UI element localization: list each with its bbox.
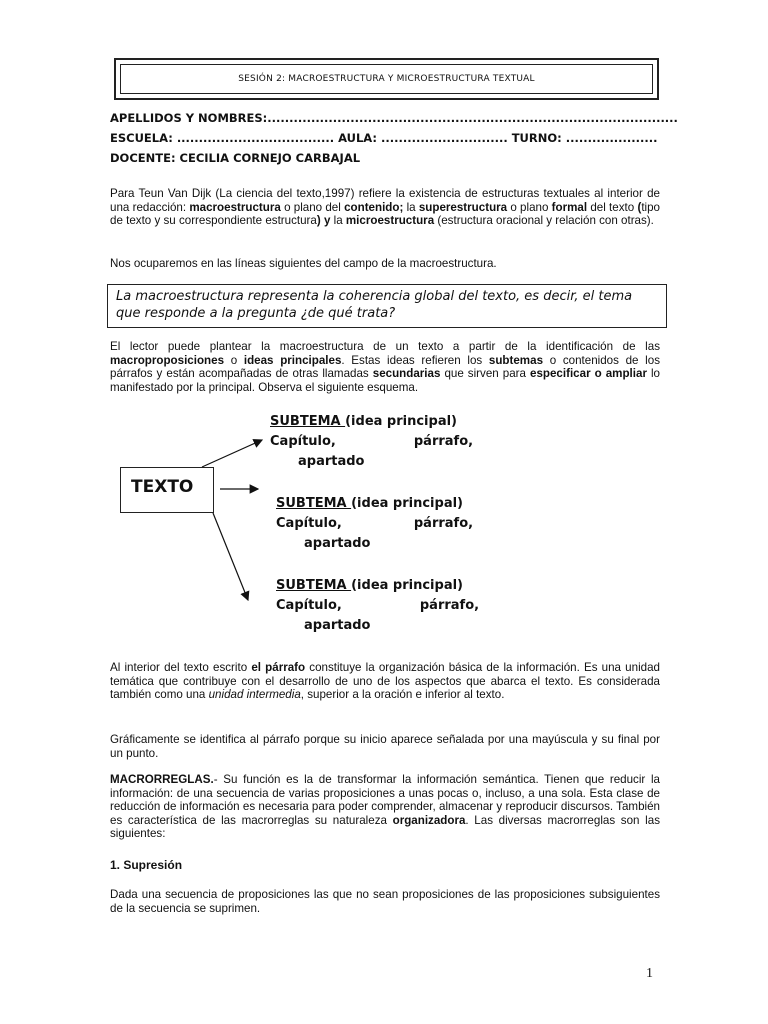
subtema-group-3: SUBTEMA (idea principal) Capítulo, párrafo, apartado bbox=[276, 578, 480, 633]
intro-paragraph: Para Teun Van Dijk (La ciencia del texto,1997) refiere la existencia de estructuras textuales al interior de una redacción: macroestructura o plano del contenido; la superestructura o plano formal del texto (tipo de texto y su correspondiente estructura) y la microestructura (estructura oracional y relación con otras). bbox=[110, 187, 661, 228]
grafica-paragraph: Gráficamente se identifica al párrafo porque su inicio aparece señalada por una mayúscula y su final por un punto. bbox=[110, 733, 660, 760]
arrow-to-subtema-1 bbox=[202, 440, 262, 467]
intro-second-paragraph: Nos ocuparemos en las líneas siguientes del campo de la macroestructura. bbox=[110, 257, 497, 270]
supresion-paragraph: Dada una secuencia de proposiciones las que no sean proposiciones de las proposiciones subsiguientes de la secuencia se suprimen. bbox=[110, 888, 660, 915]
macrorreglas-paragraph: MACRORREGLAS.- Su función es la de transformar la información semántica. Tienen que reducir la información: de una secuencia de varias proposiciones a unas pocas o, incluso, a una sola. Esta clase de reducción de información es necesaria para poder comprender, almacenar y reproducir discursos. También es característica de las macrorreglas su naturaleza organizadora. Las diversas macrorreglas son las siguientes: bbox=[110, 773, 660, 841]
definition-box: La macroestructura representa la coherencia global del texto, es decir, el tema que responde a la pregunta ¿de qué trata? bbox=[107, 284, 667, 328]
parrafo-paragraph: Al interior del texto escrito el párrafo constituye la organización básica de la información. Es una unidad temática que contribuye con el desarrollo de uno de los aspectos que abarca el texto. Es considerada también como una unidad intermedia, superior a la oración e inferior al texto. bbox=[110, 661, 660, 702]
supresion-title: 1. Supresión bbox=[110, 858, 183, 872]
escuela-line: ESCUELA: .................................... AULA: ............................. TURNO: ..................... bbox=[110, 131, 658, 145]
arrow-to-subtema-3 bbox=[213, 513, 248, 600]
apellidos-line: APELLIDOS Y NOMBRES:.............................................................................................. bbox=[110, 111, 678, 125]
subtema-group-2: SUBTEMA (idea principal) Capítulo, párrafo, apartado bbox=[276, 496, 474, 551]
session-title: SESIÓN 2: MACROESTRUCTURA Y MICROESTRUCTURA TEXTUAL bbox=[120, 64, 653, 94]
page-number: 1 bbox=[646, 966, 653, 981]
lector-paragraph: El lector puede plantear la macroestructura de un texto a partir de la identificación de las macroproposiciones o ideas principales. Estas ideas refieren los subtemas o contenidos de los párrafos y están acompañadas de otras llamadas secundarias que sirven para especificar o ampliar lo manifestado por la principal. Observa el siguiente esquema. bbox=[110, 340, 660, 394]
texto-box: TEXTO bbox=[120, 467, 214, 513]
subtema-group-1: SUBTEMA (idea principal) Capítulo, párrafo, apartado bbox=[270, 414, 474, 469]
docente-line: DOCENTE: CECILIA CORNEJO CARBAJAL bbox=[110, 151, 361, 165]
